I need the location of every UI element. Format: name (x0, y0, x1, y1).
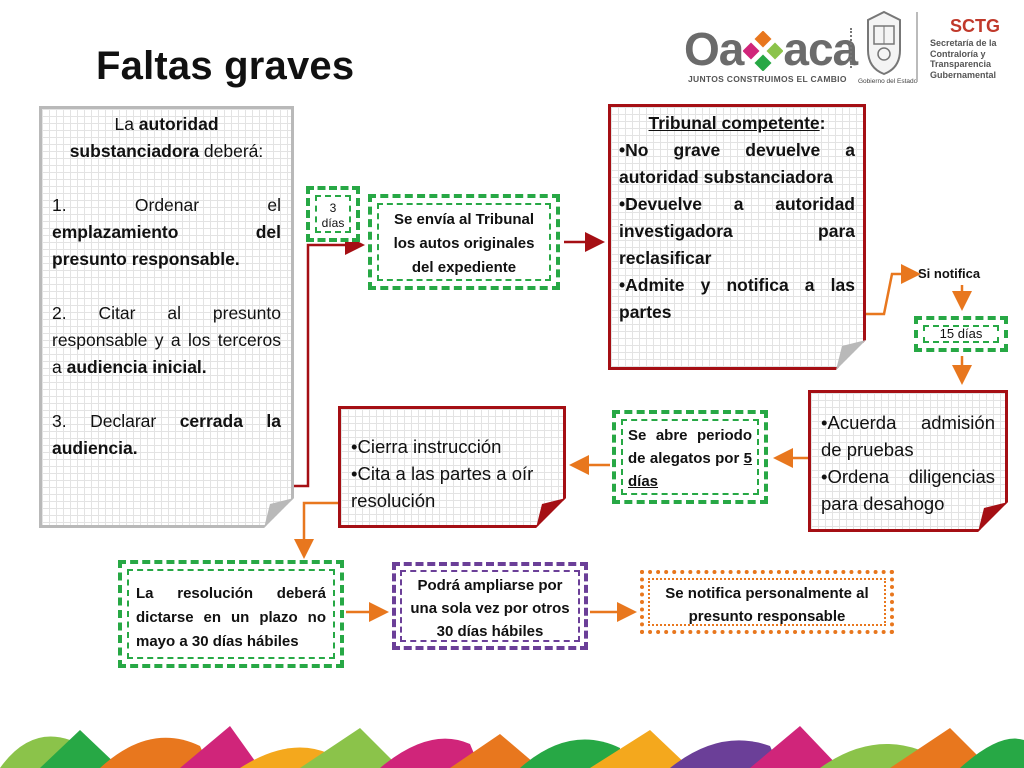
envia-tribunal-box (368, 194, 560, 290)
cierra-item-2: •Cita a las partes a oír resolución (351, 463, 534, 511)
resolucion-text: La resolución deberá dictarse en un plazo no mayo a 30 días hábiles (136, 585, 326, 650)
three-days-box (306, 186, 360, 242)
tribunal-item-2: •Devuelve a autoridad investigadora para reclasificar (619, 194, 855, 268)
notifica-personalmente-box (640, 570, 894, 634)
page-fold-icon (836, 340, 866, 370)
three-days-unit: días (321, 216, 345, 230)
cierra-item-1: •Cierra instrucción (351, 436, 502, 457)
acuerda-item-2: •Ordena diligencias para desahogo (821, 466, 995, 514)
tribunal-item-1: •No grave devuelve a autoridad substanciadora (619, 140, 855, 187)
envia-tribunal-text: Se envía al Tribunal los autos originales del expediente (393, 211, 535, 276)
oaxaca-tagline: JUNTOS CONSTRUIMOS EL CAMBIO (688, 74, 847, 84)
tribunal-competente-box (608, 104, 866, 370)
autoridad-substanciadora-box (39, 106, 294, 528)
tribunal-heading: Tribunal competente: (648, 113, 826, 133)
autoridad-step-2: 2. Citar al presunto responsable y a los terceros a audiencia inicial. (52, 303, 281, 377)
acuerda-pruebas-box (808, 390, 1008, 532)
tribunal-item-3: •Admite y notifica a las partes (619, 275, 855, 322)
arrow-tribunal-to-si-notifica (866, 274, 916, 314)
fifteen-days-text: 15 días (939, 326, 983, 341)
si-notifica-label: Si notifica (918, 266, 981, 281)
cierra-instruccion-box (338, 406, 566, 528)
fifteen-days-box (914, 316, 1008, 352)
three-days-number: 3 (329, 201, 337, 215)
seal-caption: Gobierno del Estado (858, 78, 918, 85)
page-fold-icon (264, 498, 294, 528)
ampliarse-box (392, 562, 588, 650)
alegatos-text: Se abre periodo de alegatos por 5 días (628, 427, 752, 490)
decorative-bottom-band (0, 726, 1024, 768)
page-fold-icon (536, 498, 566, 528)
sctg-logo: SCTG (950, 16, 1001, 36)
page-fold-icon (978, 502, 1008, 532)
page-title: Faltas graves (96, 44, 355, 88)
autoridad-heading: La autoridad substanciadora deberá: (69, 114, 264, 161)
arrow-cierra-to-resolucion (304, 503, 338, 554)
notifica-personalmente-text: Se notifica personalmente al presunto responsable (665, 585, 869, 625)
alegatos-box (612, 410, 768, 504)
autoridad-step-3: 3. Declarar cerrada la audiencia. (52, 411, 281, 458)
oaxaca-logo: Oa aca (684, 23, 858, 75)
acuerda-item-1: •Acuerda admisión de pruebas (821, 412, 995, 460)
sctg-caption: Secretaría de la Contraloría y Transparencia Gubernamental (930, 38, 997, 80)
ampliarse-text: Podrá ampliarse por una sola vez por otros 30 días hábiles (410, 577, 570, 640)
resolucion-box (118, 560, 344, 668)
autoridad-step-1: 1. Ordenar el emplazamiento del presunto responsable. (52, 195, 281, 269)
